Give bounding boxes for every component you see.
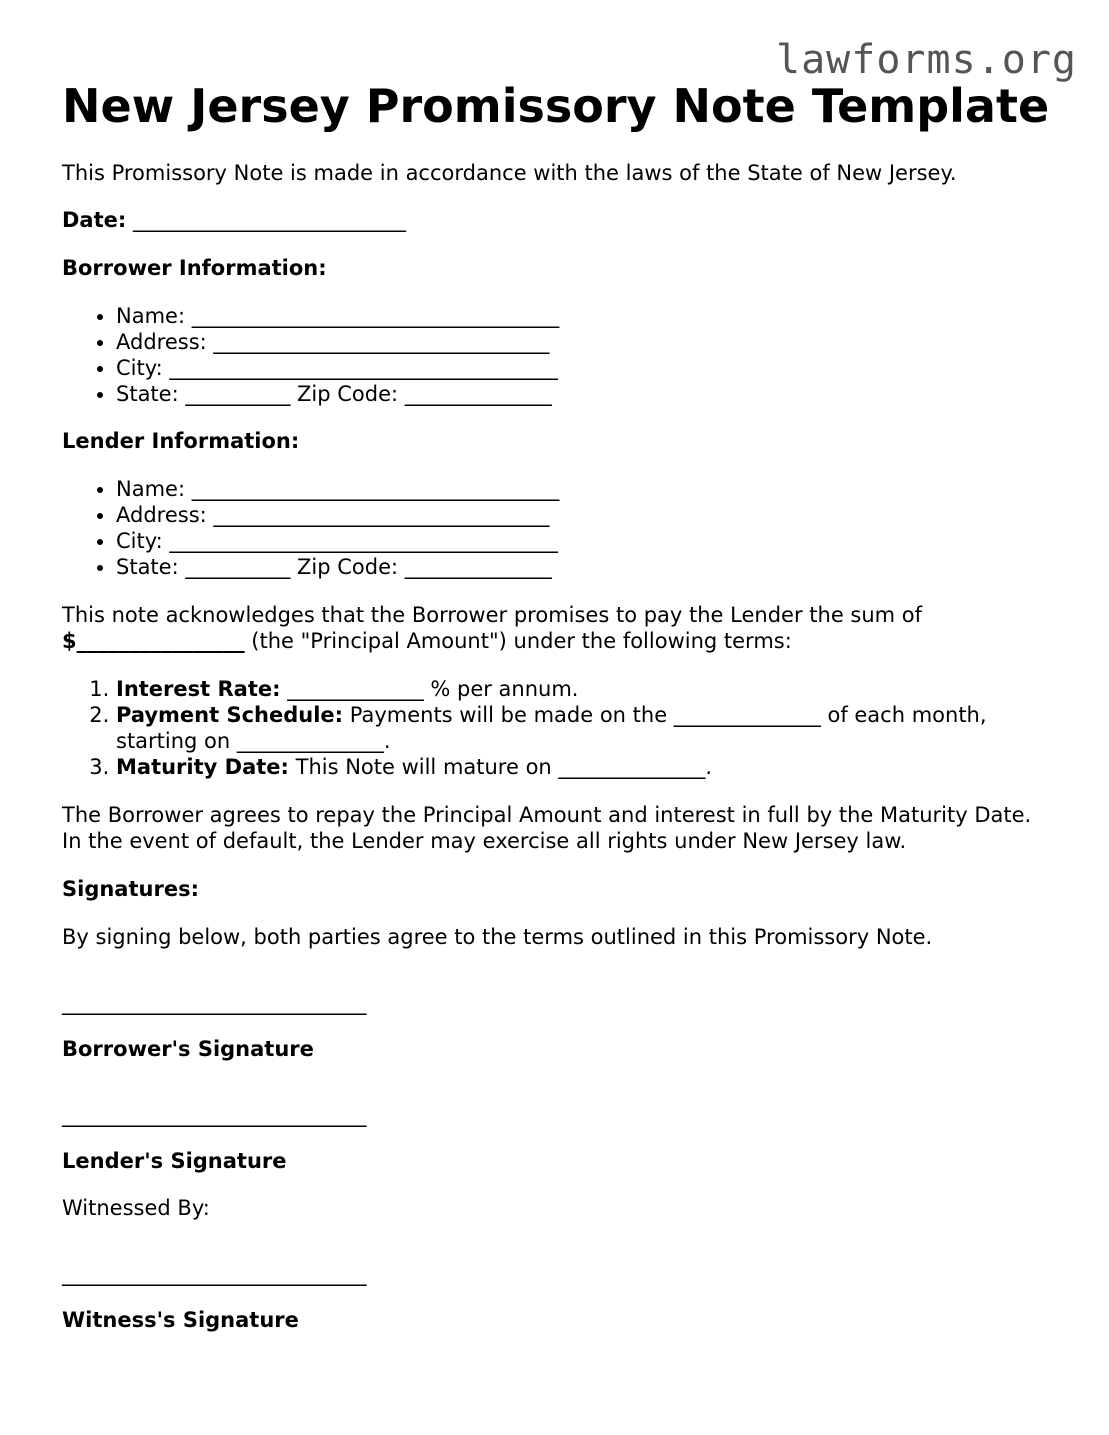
lender-list bbox=[62, 476, 1052, 580]
terms-list bbox=[62, 676, 1052, 780]
borrower-city-field: • City: _____________________________________ bbox=[116, 355, 1052, 381]
term-label: Maturity Date: bbox=[116, 755, 289, 779]
signatures-heading: Signatures: bbox=[62, 877, 199, 901]
term-maturity-date bbox=[116, 754, 1052, 780]
term-label: Interest Rate: bbox=[116, 677, 281, 701]
date-blank: __________________________ bbox=[132, 208, 406, 232]
borrower-address-field: • Address: ________________________________ bbox=[116, 329, 1052, 355]
lender-address-field: • Address: ________________________________ bbox=[116, 502, 1052, 528]
date-label: Date: bbox=[62, 208, 127, 232]
borrower-state-zip-field: • State: __________ Zip Code: ______________ bbox=[116, 381, 1052, 407]
term-text: This Note will mature on ______________. bbox=[288, 755, 713, 779]
lender-heading: Lender Information: bbox=[62, 429, 300, 453]
borrower-heading: Borrower Information: bbox=[62, 256, 327, 280]
watermark-logo: lawforms.org bbox=[776, 37, 1077, 83]
witness-signature-line: _____________________________ bbox=[62, 1262, 367, 1286]
term-interest-rate bbox=[116, 676, 1052, 702]
date-line bbox=[62, 207, 1052, 233]
witnessed-by-label: Witnessed By: bbox=[62, 1196, 210, 1220]
lender-signature-label: Lender's Signature bbox=[62, 1149, 287, 1173]
lender-signature-line: _____________________________ bbox=[62, 1103, 367, 1127]
acknowledgment-text: This note acknowledges that the Borrower promises to pay the Lender the sum of bbox=[62, 603, 923, 627]
acknowledgment-paragraph bbox=[62, 602, 1052, 654]
repayment-paragraph: The Borrower agrees to repay the Principal Amount and interest in full by the Maturity Date. In the event of default, the Lender may exercise all rights under New Jersey law. bbox=[62, 803, 1032, 853]
acknowledgment-text-after: (the "Principal Amount") under the following terms: bbox=[244, 629, 792, 653]
term-payment-schedule bbox=[116, 702, 1052, 754]
principal-amount-blank: $________________ bbox=[62, 629, 245, 653]
term-text: _____________ % per annum. bbox=[280, 677, 579, 701]
borrower-signature-line: _____________________________ bbox=[62, 991, 367, 1015]
lender-name-field: • Name: ___________________________________ bbox=[116, 476, 1052, 502]
page-title: New Jersey Promissory Note Template bbox=[62, 79, 1050, 133]
intro-paragraph: This Promissory Note is made in accordance with the laws of the State of New Jersey. bbox=[62, 161, 957, 185]
witness-signature-label: Witness's Signature bbox=[62, 1308, 299, 1332]
signatures-intro: By signing below, both parties agree to the terms outlined in this Promissory Note. bbox=[62, 925, 933, 949]
term-text: Payments will be made on the ______________ of each month, starting on ______________. bbox=[116, 703, 987, 753]
lender-state-zip-field: • State: __________ Zip Code: ______________ bbox=[116, 554, 1052, 580]
lender-city-field: • City: _____________________________________ bbox=[116, 528, 1052, 554]
borrower-list bbox=[62, 303, 1052, 407]
borrower-name-field: • Name: ___________________________________ bbox=[116, 303, 1052, 329]
term-label: Payment Schedule: bbox=[116, 703, 344, 727]
borrower-signature-label: Borrower's Signature bbox=[62, 1037, 314, 1061]
document-page bbox=[62, 78, 1052, 1333]
